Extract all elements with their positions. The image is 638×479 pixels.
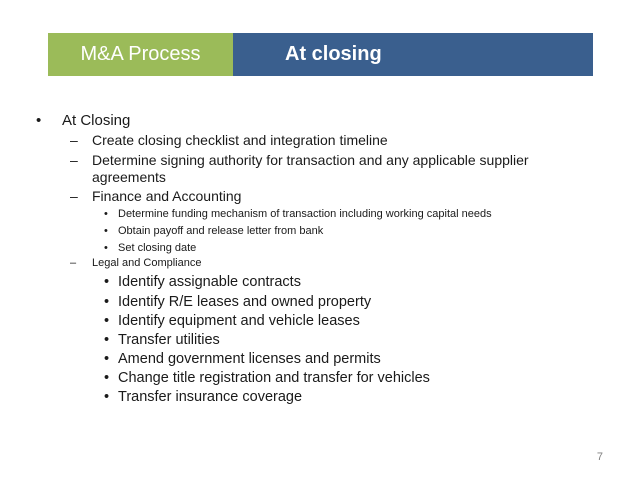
- bullet-marker: •: [104, 389, 110, 405]
- item-finance: Finance and Accounting: [92, 188, 242, 204]
- dash-marker: –: [70, 132, 78, 148]
- legal-item: Identify assignable contracts: [118, 274, 301, 290]
- dash-marker: –: [70, 257, 77, 269]
- bullet-marker: •: [104, 313, 110, 329]
- bullet-marker: •: [104, 370, 110, 386]
- page-number: 7: [596, 451, 603, 463]
- finance-item: Set closing date: [118, 242, 197, 254]
- finance-item: Determine funding mechanism of transaction including working capital needs: [118, 208, 492, 220]
- legal-item: Transfer utilities: [118, 332, 220, 348]
- item-checklist: Create closing checklist and integration timeline: [92, 132, 388, 148]
- bullet-marker: •: [104, 332, 110, 348]
- item-signing-authority-cont: agreements: [92, 169, 166, 185]
- bullet-marker: •: [104, 274, 110, 290]
- dash-marker: –: [70, 188, 78, 204]
- legal-item: Identify R/E leases and owned property: [118, 294, 372, 310]
- finance-item: Obtain payoff and release letter from bank: [118, 225, 324, 237]
- item-legal: Legal and Compliance: [92, 257, 202, 269]
- slide-header: [48, 33, 593, 76]
- dash-marker: –: [70, 152, 78, 168]
- bullet-marker: •: [36, 112, 42, 129]
- legal-item: Amend government licenses and permits: [118, 351, 381, 367]
- legal-item: Identify equipment and vehicle leases: [118, 313, 360, 329]
- bullet-at-closing: At Closing: [62, 112, 131, 129]
- bullet-marker: •: [104, 351, 110, 367]
- bullet-marker: •: [104, 208, 108, 220]
- bullet-marker: •: [104, 242, 108, 254]
- bullet-marker: •: [104, 294, 110, 310]
- legal-item: Change title registration and transfer for vehicles: [118, 370, 430, 386]
- bullet-marker: •: [104, 225, 108, 237]
- slide-title: At closing: [233, 33, 593, 76]
- legal-item: Transfer insurance coverage: [118, 389, 303, 405]
- item-signing-authority: Determine signing authority for transaction and any applicable supplier: [92, 152, 529, 168]
- section-label: M&A Process: [48, 33, 233, 76]
